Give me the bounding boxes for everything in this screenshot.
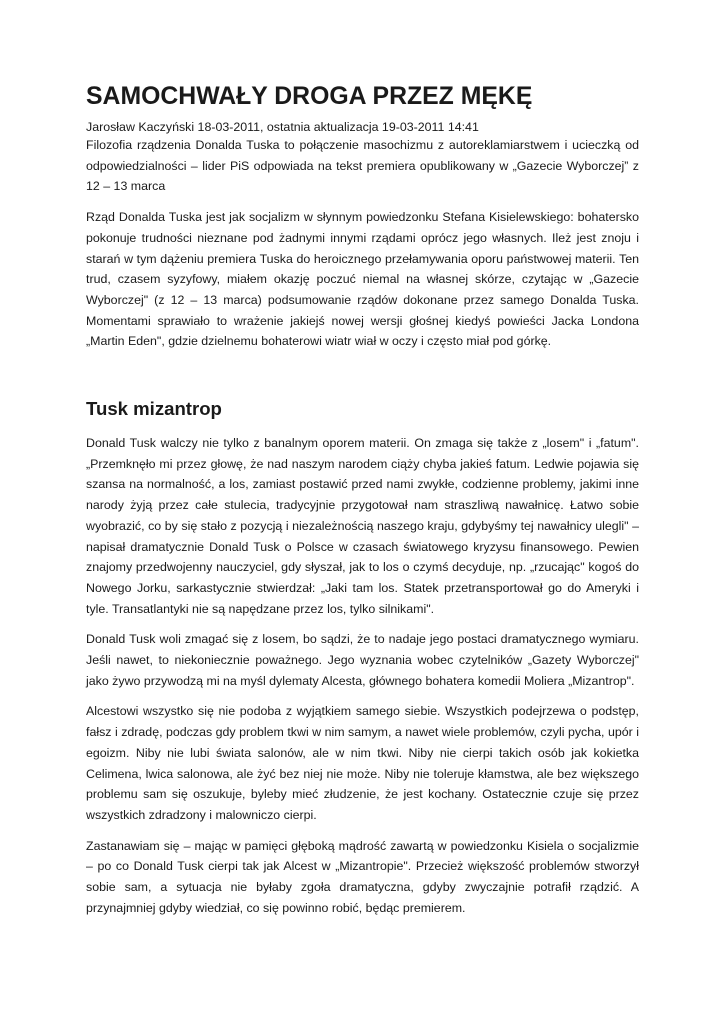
document-page xyxy=(86,83,639,919)
article-lead: Filozofia rządzenia Donalda Tuska to połączenie masochizmu z autoreklamiarstwem i ucieczką od odpowiedzialności – lider PiS odpowiada na tekst premiera opublikowany w „Gazecie Wyborczej” z 12 – 13 marca xyxy=(86,138,639,194)
article-byline: Jarosław Kaczyński 18-03-2011, ostatnia aktualizacja 19-03-2011 14:41 xyxy=(86,120,479,134)
section-paragraph: Donald Tusk walczy nie tylko z banalnym oporem materii. On zmaga się także z „losem" i „fatum". „Przemknęło mi przez głowę, że nad naszym narodem ciąży chyba jakieś fatum. Ledwie pojawia się szansa na normalność, a los, zamiast postawić przed nami zwykłe, codzienne problemy, jakimi inne narody żyją przez całe stulecia, tradycyjnie przygotował nam straszliwą nawałnicę. Łatwo sobie wyobrazić, co by się stało z pozycją i niezależnością naszego kraju, gdybyśmy tej nawałnicy ulegli" – napisał dramatycznie Donald Tusk o Polsce w czasach światowego kryzysu finansowego. Pewien znajomy przedwojenny nauczyciel, gdy słyszał, jak to los o czymś decyduje, np. „rzucając" kogoś do Nowego Jorku, sarkastycznie stwierdzał: „Jaki tam los. Statek przetransportował go do Ameryki i tyle. Transatlantyki nie są napędzane przez los, tylko silnikami". xyxy=(86,436,639,616)
article-title: SAMOCHWAŁY DROGA PRZEZ MĘKĘ xyxy=(86,83,533,110)
section-heading: Tusk mizantrop xyxy=(86,398,222,420)
section-paragraph: Donald Tusk woli zmagać się z losem, bo sądzi, że to nadaje jego postaci dramatycznego wymiaru. Jeśli nawet, to niekoniecznie poważnego. Jego wyznania wobec czytelników „Gazety Wyborczej" jako żywo przywodzą mi na myśl dylematy Alcesta, głównego bohatera komedii Moliera „Mizantrop". xyxy=(86,632,639,688)
section-paragraph: Zastanawiam się – mając w pamięci głęboką mądrość zawartą w powiedzonku Kisiela o socjalizmie – po co Donald Tusk cierpi tak jak Alcest w „Mizantropie". Przecież większość problemów stworzył sobie sam, a sytuacja nie byłaby zgoła dramatyczna, gdyby zwyczajnie potrafił rządzić. A przynajmniej gdyby wiedział, co się powinno robić, będąc premierem. xyxy=(86,838,639,915)
section-paragraph: Alcestowi wszystko się nie podoba z wyjątkiem samego siebie. Wszystkich podejrzewa o podstęp, fałsz i zdradę, podczas gdy problem tkwi w nim samym, a nawet wiele problemów, czyli pycha, upór i egoizm. Niby nie lubi świata salonów, ale w nim tkwi. Niby nie cierpi takich osób jak kokietka Celimena, lwica salonowa, ale żyć bez niej nie może. Niby nie toleruje kłamstwa, ale bez większego problemu sam się oszukuje, byleby mieć złudzenie, że jest kochany. Ostatecznie czuje się przez wszystkich zdradzony i malowniczo cierpi. xyxy=(86,704,639,822)
article-intro-paragraph: Rząd Donalda Tuska jest jak socjalizm w słynnym powiedzonku Stefana Kisielewskiego: bohatersko pokonuje trudności nieznane pod żadnymi innymi rządami oprócz jego własnych. Ileż jest znoju i starań w tym dążeniu premiera Tuska do heroicznego przełamywania oporu państwowej materii. Ten trud, czasem syzyfowy, miałem okazję poczuć niemal na własnej skórze, czytając w „Gazecie Wyborczej" (z 12 – 13 marca) podsumowanie rządów dokonane przez samego Donalda Tuska. Momentami sprawiało to wrażenie jakiejś nowej wersji głośnej kiedyś powieści Jacka Londona „Martin Eden", gdzie dzielnemu bohaterowi wiatr wiał w oczy i często miał pod górkę. xyxy=(86,210,639,349)
